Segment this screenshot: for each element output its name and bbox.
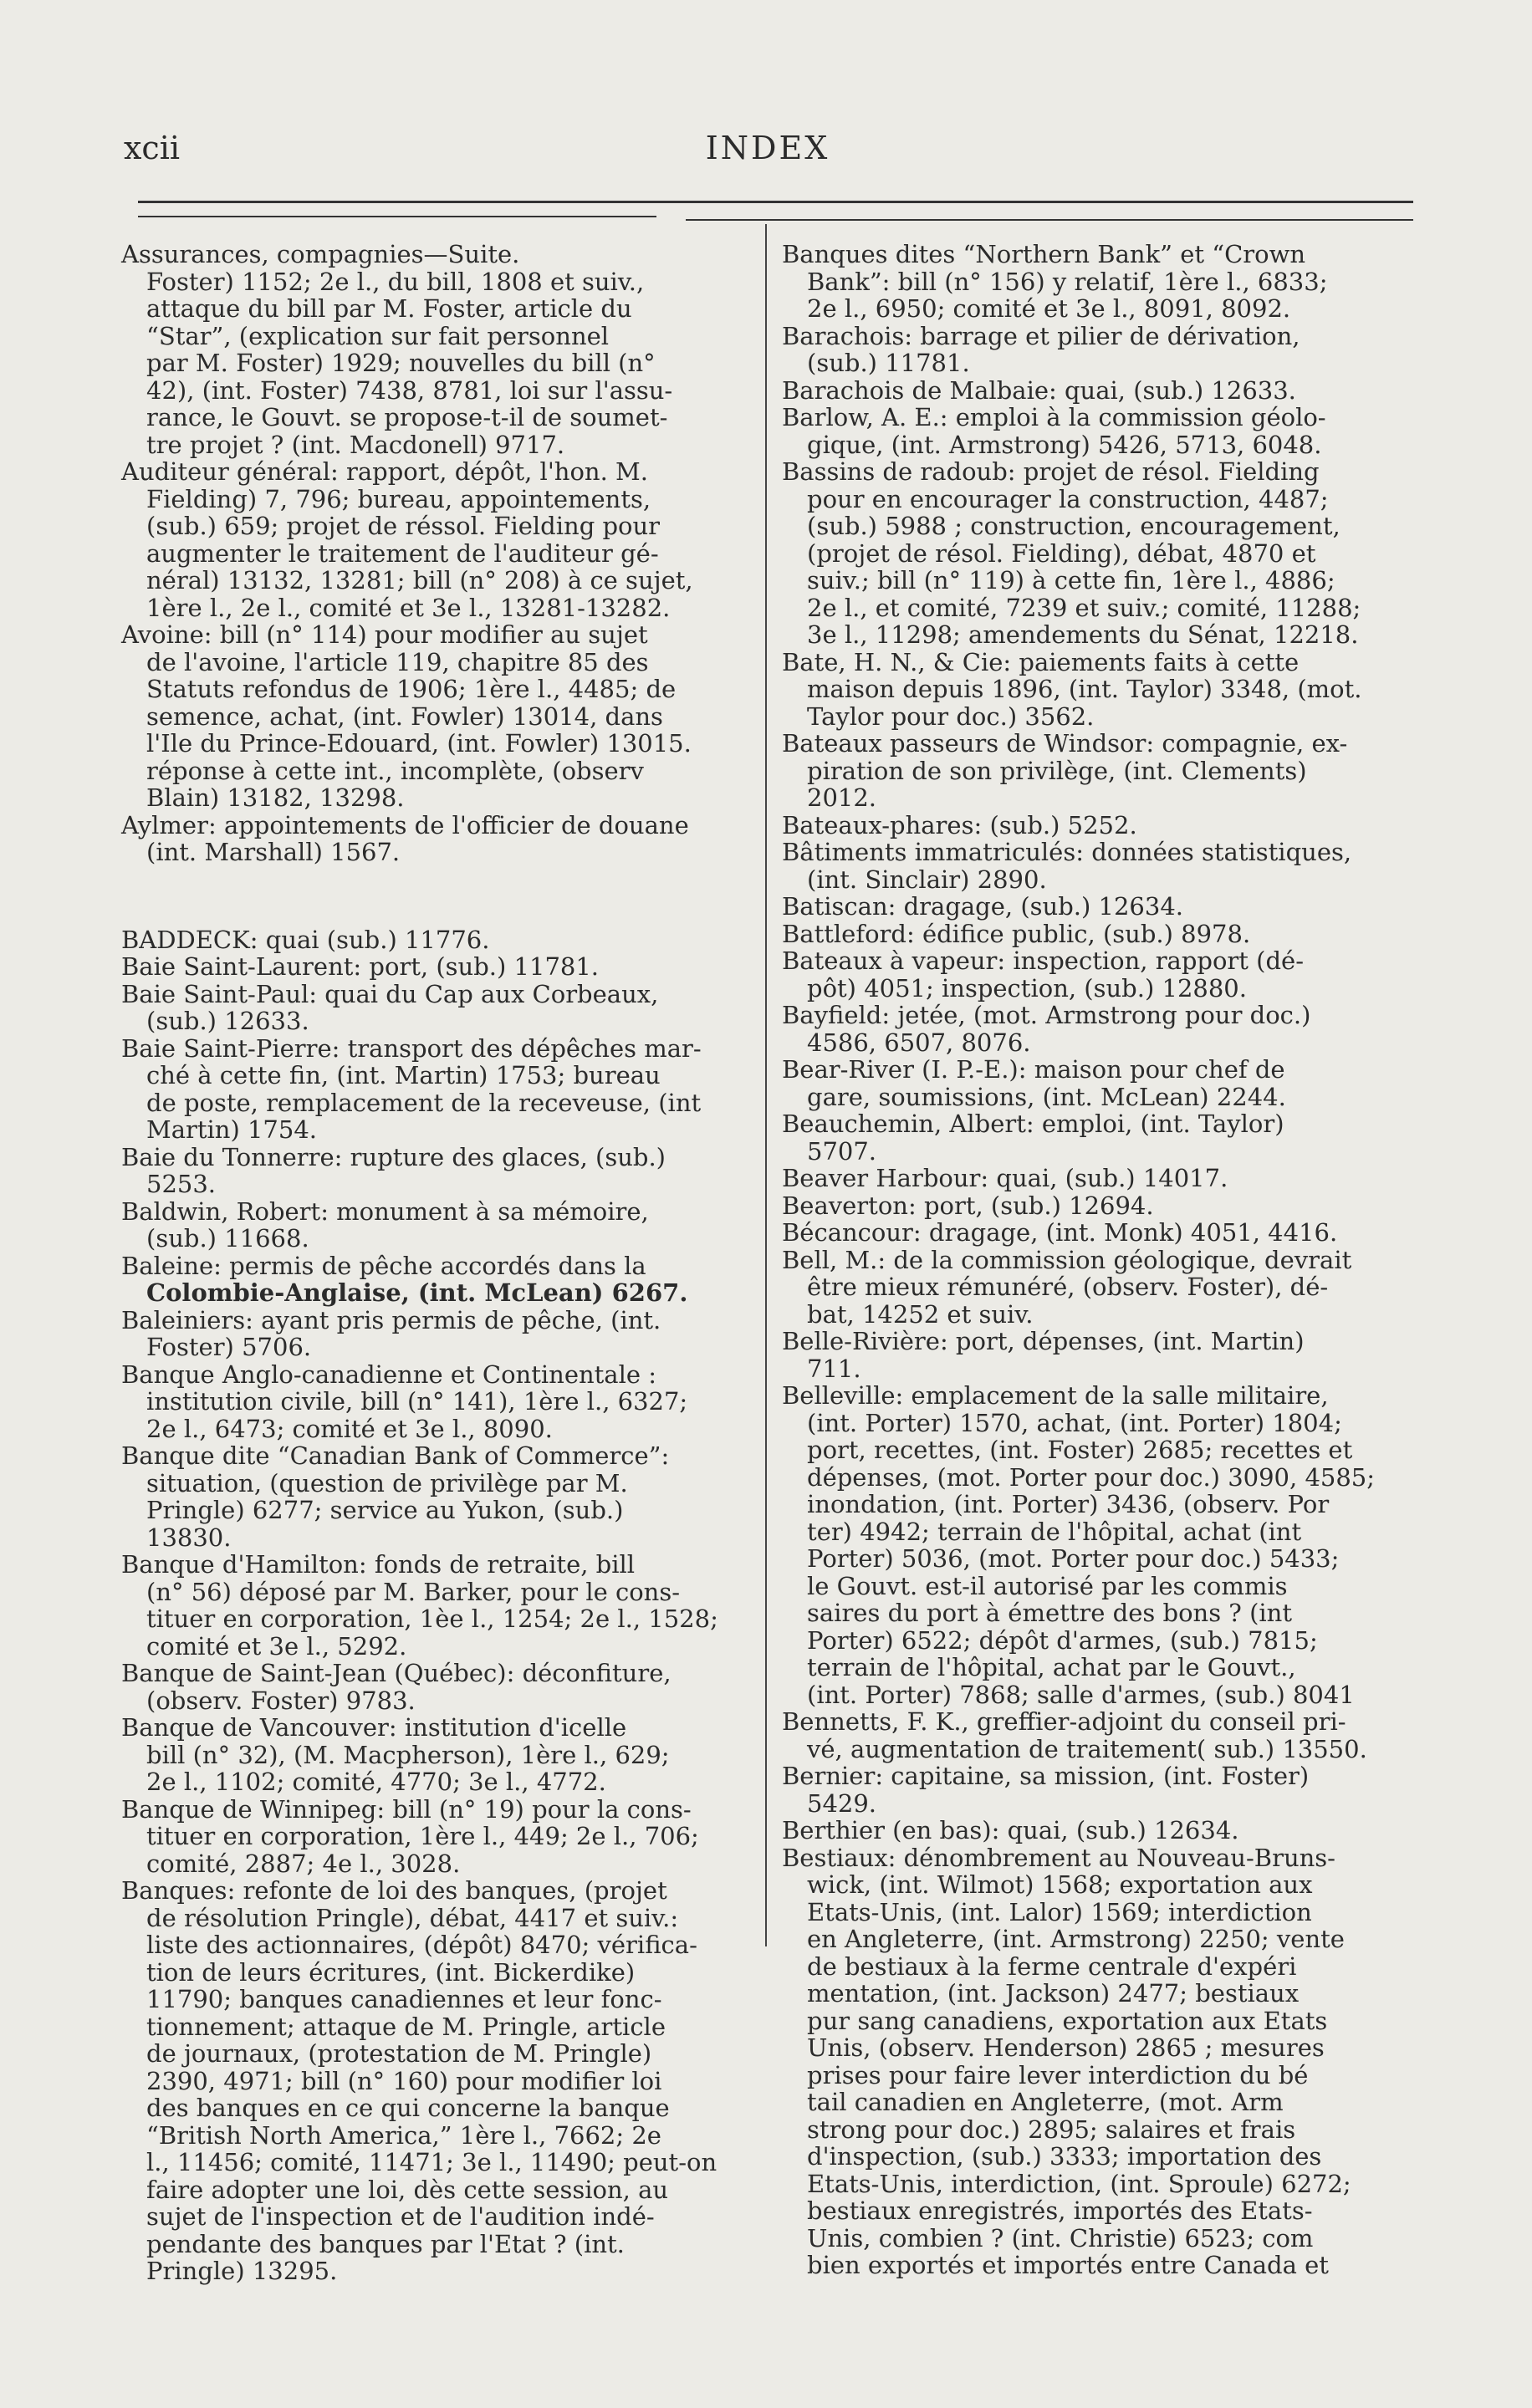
index-line: Porter) 5036, (mot. Porter pour doc.) 5433; (807, 1544, 1340, 1573)
index-line: 5429. (807, 1788, 877, 1818)
index-line: Martin) 1754. (146, 1115, 318, 1144)
index-line: (sub.) 659; projet de réssol. Fielding pour (146, 512, 661, 540)
index-line: strong pour doc.) 2895; salaires et frais (807, 2115, 1296, 2144)
index-line: Baleiniers: ayant pris permis de pêche, (int. (121, 1305, 661, 1334)
index-line: semence, achat, (int. Fowler) 13014, dans (146, 701, 663, 731)
index-line: situation, (question de privilège par M. (146, 1468, 628, 1497)
index-line: Baleine: permis de pêche accordés dans la (121, 1251, 646, 1280)
index-line: Bayfield: jetée, (mot. Armstrong pour doc.) (782, 1001, 1311, 1029)
index-line: Banque Anglo-canadienne et Continentale : (121, 1360, 657, 1389)
index-line: gique, (int. Armstrong) 5426, 5713, 6048. (807, 430, 1322, 459)
index-line: Taylor pour doc.) 3562. (807, 701, 1095, 731)
index-line: prises pour faire lever interdiction du bé (807, 2060, 1309, 2089)
index-line: ter) 4942; terrain de l'hôpital, achat (int (807, 1517, 1302, 1546)
index-line: “British North America,” 1ère l., 7662; 2e (146, 2120, 661, 2150)
index-line: Baie Saint-Laurent: port, (sub.) 11781. (121, 952, 600, 981)
index-line: en Angleterre, (int. Armstrong) 2250; vente (807, 1925, 1345, 1953)
right-column (782, 241, 1411, 2279)
index-line: rance, le Gouvt. se propose-t-il de soumet- (146, 403, 668, 431)
index-line: Baie Saint-Paul: quai du Cap aux Corbeaux, (121, 979, 659, 1008)
index-line: de résolution Pringle), débat, 4417 et suiv.: (146, 1903, 679, 1932)
running-title: INDEX (705, 130, 830, 166)
index-line: néral) 13132, 13281; bill (n° 208) à ce sujet, (146, 566, 693, 594)
index-line: Colombie-Anglaise, (int. McLean) 6267. (146, 1278, 688, 1307)
index-line: ché à cette fin, (int. Martin) 1753; bureau (146, 1061, 661, 1089)
index-line: 42), (int. Foster) 7438, 8781, loi sur l'assu- (146, 375, 673, 405)
index-line: tionnement; attaque de M. Pringle, article (146, 2012, 666, 2041)
index-line: tail canadien en Angleterre, (mot. Arm (807, 2088, 1284, 2116)
index-line: Avoine: bill (n° 114) pour modifier au sujet (121, 620, 648, 649)
index-line: Etats-Unis, interdiction, (int. Sproule) 6272; (807, 2169, 1351, 2198)
index-line: piration de son privilège, (int. Clements) (807, 756, 1307, 785)
index-line: Belleville: emplacement de la salle militaire, (782, 1381, 1329, 1410)
index-line: être mieux rémunéré, (observ. Foster), dé- (807, 1273, 1329, 1301)
index-line: Bateaux-phares: (sub.) 5252. (782, 810, 1137, 839)
index-line: (int. Porter) 7868; salle d'armes, (sub.) 8041 (807, 1680, 1355, 1709)
index-line: (int. Marshall) 1567. (146, 838, 401, 866)
index-line: Banques: refonte de loi des banques, (projet (121, 1876, 667, 1905)
index-line: bestiaux enregistrés, importés des Etats- (807, 2196, 1313, 2225)
index-line: institution civile, bill (n° 141), 1ère l., 6327; (146, 1387, 688, 1416)
header-rule-bottom-right (686, 219, 1413, 221)
index-line: Bank”: bill (n° 156) y relatif, 1ère l., 6833; (807, 267, 1328, 296)
index-line: Statuts refondus de 1906; 1ère l., 4485; de (146, 675, 677, 703)
index-line: bien exportés et importés entre Canada et (807, 2251, 1329, 2279)
page-header (124, 130, 1412, 180)
index-line: mentation, (int. Jackson) 2477; bestiaux (807, 1979, 1300, 2008)
index-line: Bassins de radoub: projet de résol. Fielding (782, 457, 1320, 486)
header-rule-bottom-left (138, 216, 656, 217)
index-line: 3e l., 11298; amendements du Sénat, 12218. (807, 620, 1359, 649)
index-line: 4586, 6507, 8076. (807, 1028, 1031, 1057)
index-line: tituer en corporation, 1èe l., 1254; 2e l., 1528; (146, 1604, 718, 1633)
index-line: terrain de l'hôpital, achat par le Gouvt., (807, 1653, 1296, 1681)
index-line: dépenses, (mot. Porter pour doc.) 3090, 4585; (807, 1462, 1376, 1492)
index-line: bill (n° 32), (M. Macpherson), 1ère l., 629; (146, 1740, 670, 1769)
index-line: Blain) 13182, 13298. (146, 783, 405, 812)
index-line: (sub.) 11668. (146, 1224, 309, 1252)
index-line: Bateaux passeurs de Windsor: compagnie, ex- (782, 729, 1348, 758)
index-line: (n° 56) déposé par M. Barker, pour le cons- (146, 1577, 681, 1606)
index-line: (sub.) 11781. (807, 349, 970, 377)
index-line: 711. (807, 1354, 861, 1383)
index-line: bat, 14252 et suiv. (807, 1299, 1034, 1329)
index-line: le Gouvt. est-il autorisé par les commis (807, 1571, 1288, 1600)
index-line: (projet de résol. Fielding), débat, 4870 et (807, 538, 1316, 568)
index-line: augmenter le traitement de l'auditeur gé- (146, 538, 659, 568)
index-line: liste des actionnaires, (dépôt) 8470; vérifica- (146, 1931, 697, 1959)
index-line: (sub.) 5988 ; construction, encouragement, (807, 512, 1340, 540)
index-line: Banque de Saint-Jean (Québec): déconfiture, (121, 1659, 672, 1687)
index-line: 2390, 4971; bill (n° 160) pour modifier loi (146, 2066, 662, 2095)
index-line: de bestiaux à la ferme centrale d'expéri (807, 1951, 1297, 1981)
index-line: Bâtiments immatriculés: données statistiques, (782, 838, 1352, 866)
index-line: maison depuis 1896, (int. Taylor) 3348, (mot. (807, 675, 1362, 703)
index-line: 2012. (807, 783, 877, 812)
index-line: Barachois de Malbaie: quai, (sub.) 12633. (782, 375, 1296, 405)
index-line: faire adopter une loi, dès cette session, au (146, 2175, 669, 2204)
index-line: Baie Saint-Pierre: transport des dépêches mar- (121, 1033, 702, 1063)
index-line: comité, 2887; 4e l., 3028. (146, 1849, 461, 1878)
index-line: Barachois: barrage et pilier de dérivation, (782, 321, 1300, 350)
index-line: pendante des banques par l'Etat ? (int. (146, 2229, 625, 2258)
index-line: Unis, (observ. Henderson) 2865 ; mesures (807, 2033, 1325, 2062)
index-line: Assurances, compagnies—Suite. (121, 240, 520, 268)
index-line: 13830. (146, 1523, 232, 1552)
index-line: Beauchemin, Albert: emploi, (int. Taylor) (782, 1110, 1284, 1138)
index-line: BADDECK: quai (sub.) 11776. (121, 925, 490, 954)
index-line: Bear-River (I. P.-E.): maison pour chef de (782, 1055, 1285, 1084)
index-line: Beaverton: port, (sub.) 12694. (782, 1191, 1154, 1220)
index-line: wick, (int. Wilmot) 1568; exportation aux (807, 1870, 1313, 1899)
index-line: d'inspection, (sub.) 3333; importation des (807, 2142, 1322, 2171)
index-line: pur sang canadiens, exportation aux Etats (807, 2006, 1328, 2035)
index-line: suiv.; bill (n° 119) à cette fin, 1ère l., 4886; (807, 566, 1335, 594)
index-line: l'Ile du Prince-Edouard, (int. Fowler) 13015. (146, 729, 692, 758)
index-line: 5707. (807, 1136, 877, 1166)
index-line: Auditeur général: rapport, dépôt, l'hon. M. (121, 457, 648, 486)
index-line: Baldwin, Robert: monument à sa mémoire, (121, 1196, 649, 1226)
column-divider (765, 224, 767, 1946)
index-line: inondation, (int. Porter) 3436, (observ. Por (807, 1490, 1330, 1518)
index-line: Batiscan: dragage, (sub.) 12634. (782, 892, 1184, 921)
index-line: vé, augmentation de traitement( sub.) 13550. (807, 1734, 1367, 1763)
index-line: Battleford: édifice public, (sub.) 8978. (782, 919, 1251, 948)
index-line: des banques en ce qui concerne la banque (146, 2094, 670, 2122)
index-line: 2e l., 6950; comité et 3e l., 8091, 8092. (807, 294, 1291, 323)
index-line: gare, soumissions, (int. McLean) 2244. (807, 1082, 1286, 1111)
index-line: 11790; banques canadiennes et leur fonc- (146, 1985, 662, 2013)
index-line: Bate, H. N., & Cie: paiements faits à cette (782, 647, 1300, 676)
index-line: Pringle) 13295. (146, 2257, 338, 2285)
index-line: saires du port à émettre des bons ? (int (807, 1599, 1292, 1627)
index-line: attaque du bill par M. Foster, article du (146, 294, 632, 323)
index-line: sujet de l'inspection et de l'audition indé- (146, 2202, 655, 2231)
index-line: Banques dites “Northern Bank” et “Crown (782, 240, 1306, 268)
index-line: Unis, combien ? (int. Christie) 6523; com (807, 2223, 1314, 2252)
index-line: 1ère l., 2e l., comité et 3e l., 13281-13282. (146, 593, 671, 622)
index-line: pôt) 4051; inspection, (sub.) 12880. (807, 973, 1247, 1002)
index-line: de journaux, (protestation de M. Pringle) (146, 2039, 652, 2068)
index-line: par M. Foster) 1929; nouvelles du bill (n° (146, 349, 656, 377)
index-line: Banque de Vancouver: institution d'icelle (121, 1713, 627, 1742)
index-line: Banque dite “Canadian Bank of Commerce”: (121, 1441, 670, 1470)
index-line: l., 11456; comité, 11471; 3e l., 11490; peut-on (146, 2148, 717, 2176)
index-line: Pringle) 6277; service au Yukon, (sub.) (146, 1496, 624, 1524)
index-line: Banque de Winnipeg: bill (n° 19) pour la cons- (121, 1794, 692, 1824)
index-line: Bécancour: dragage, (int. Monk) 4051, 4416. (782, 1218, 1338, 1247)
index-line: tre projet ? (int. Macdonell) 9717. (146, 430, 565, 459)
index-line: port, recettes, (int. Foster) 2685; recettes et (807, 1436, 1353, 1464)
index-line: Bernier: capitaine, sa mission, (int. Foster) (782, 1762, 1310, 1790)
index-line: tituer en corporation, 1ère l., 449; 2e l., 706; (146, 1822, 699, 1850)
index-line: “Star”, (explication sur fait personnel (146, 321, 610, 350)
index-line: Bateaux à vapeur: inspection, rapport (dé- (782, 946, 1305, 975)
index-line: Foster) 5706. (146, 1333, 312, 1361)
index-line: Porter) 6522; dépôt d'armes, (sub.) 7815; (807, 1625, 1318, 1655)
index-line: (int. Sinclair) 2890. (807, 865, 1047, 894)
index-line: (int. Porter) 1570, achat, (int. Porter) 1804; (807, 1408, 1342, 1437)
index-line: réponse à cette int., incomplète, (observ (146, 756, 644, 785)
page-number: xcii (124, 130, 181, 166)
index-line: Beaver Harbour: quai, (sub.) 14017. (782, 1164, 1228, 1192)
index-line: 2e l., 1102; comité, 4770; 3e l., 4772. (146, 1768, 606, 1796)
index-line (121, 866, 740, 926)
left-column (121, 241, 740, 2285)
index-line: de l'avoine, l'article 119, chapitre 85 des (146, 647, 649, 676)
index-line: 5253. (146, 1170, 217, 1198)
index-line: Berthier (en bas): quai, (sub.) 12634. (782, 1816, 1239, 1844)
index-line: Bennetts, F. K., greffier-adjoint du conseil pri- (782, 1707, 1346, 1736)
index-line: Belle-Rivière: port, dépenses, (int. Martin) (782, 1327, 1305, 1355)
index-line: Bestiaux: dénombrement au Nouveau-Bruns- (782, 1843, 1335, 1872)
index-line: 2e l., 6473; comité et 3e l., 8090. (146, 1414, 553, 1443)
index-line: Banque d'Hamilton: fonds de retraite, bill (121, 1550, 636, 1579)
index-line: de poste, remplacement de la receveuse, (int (146, 1088, 702, 1117)
index-line: 2e l., et comité, 7239 et suiv.; comité, 11288; (807, 593, 1361, 622)
index-line: Fielding) 7, 796; bureau, appointements, (146, 484, 651, 513)
index-line: tion de leurs écritures, (int. Bickerdike) (146, 1957, 636, 1987)
index-line: comité et 3e l., 5292. (146, 1631, 407, 1661)
header-rule-top (138, 201, 1413, 203)
index-line: Foster) 1152; 2e l., du bill, 1808 et suiv., (146, 267, 645, 296)
index-line: (observ. Foster) 9783. (146, 1686, 416, 1715)
index-line: Bell, M.: de la commission géologique, devrait (782, 1245, 1352, 1274)
index-line: pour en encourager la construction, 4487; (807, 484, 1329, 513)
index-line: Baie du Tonnerre: rupture des glaces, (sub.) (121, 1142, 666, 1171)
index-line: Aylmer: appointements de l'officier de douane (121, 810, 689, 839)
index-line: Barlow, A. E.: emploi à la commission géolo- (782, 403, 1326, 431)
index-line: Etats-Unis, (int. Lalor) 1569; interdiction (807, 1897, 1312, 1926)
index-line: (sub.) 12633. (146, 1007, 309, 1035)
